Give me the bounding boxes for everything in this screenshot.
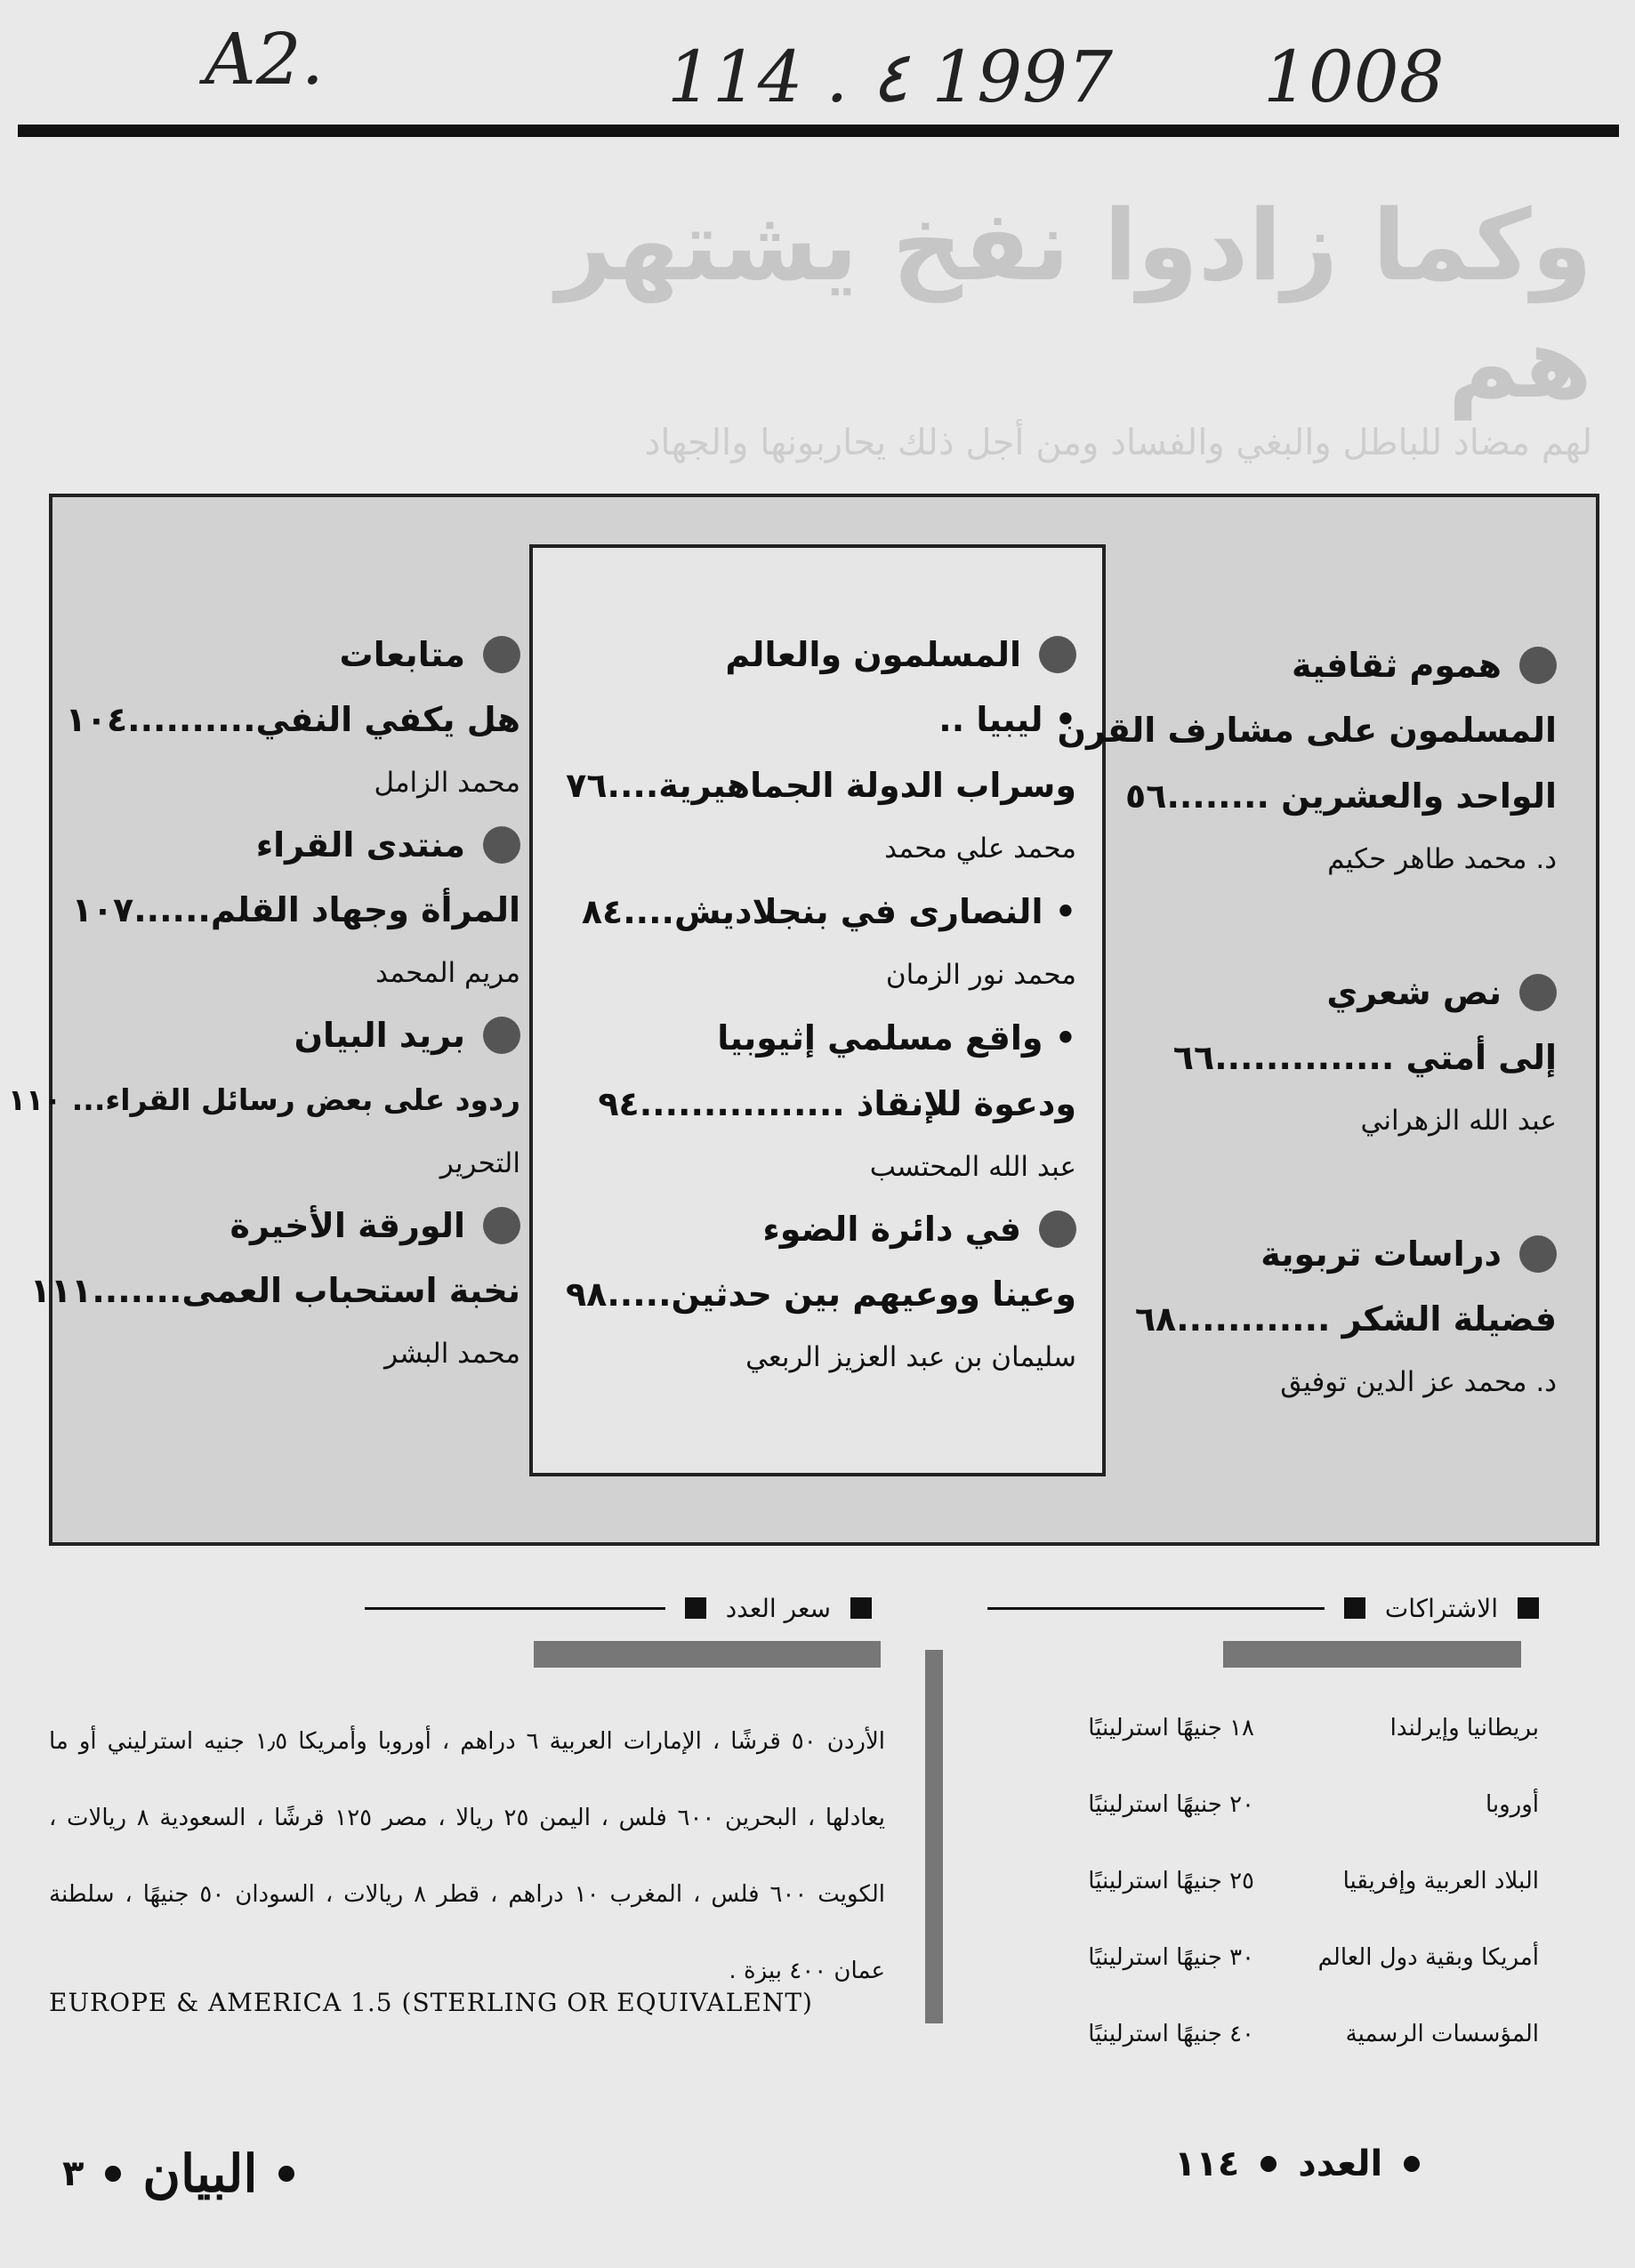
entry-line: هل يكفي النفي..........١٠٤ (65, 700, 520, 739)
entry-author: عبد الله المحتسب (869, 1151, 1076, 1183)
price-list: الأردن ٥٠ قرشًا ، الإمارات العربية ٦ دراهم ، أوروبا وأمريكا ١٫٥ جنيه استرليني أو ما يعادلها ، البحرين ٦٠٠ فلس ، اليمن ٢٥ ريالا ، مصر ١٢٥ قرشًا ، السعودية ٨ ريالات ، الكويت ٦٠٠ فلس ، المغرب ١٠ دراهم ، قطر ٨ ريالات ، السودان ٥٠ جنيهًا ، سلطنة عمان ٤٠٠ بيزة . (49, 1728, 886, 1984)
header-rule (18, 125, 1619, 137)
entry-author: محمد البشر (384, 1338, 520, 1370)
square-icon (1344, 1597, 1365, 1619)
toc-section (29, 1194, 520, 1384)
price-bar (534, 1641, 881, 1668)
entry-line: • ليبيا .. (938, 700, 1076, 739)
square-icon (850, 1597, 872, 1619)
region: البلاد العربية وإفريقيا (1342, 1868, 1539, 1894)
entry-line: وسراب الدولة الجماهيرية....٧٦ (566, 766, 1076, 805)
entry-line: المرأة وجهاد القلم......١٠٧ (71, 890, 520, 929)
toc-section (1112, 1222, 1557, 1412)
bullet-icon (1039, 1210, 1076, 1248)
section-title: المسلمون والعالم (725, 635, 1021, 674)
price-header (365, 1590, 872, 1626)
toc-section (1112, 961, 1557, 1151)
entry-author: محمد الزامل (374, 767, 520, 799)
bleed-subline: لهم مضاد للباطل والبغي والفساد ومن أجل ذلك يحاربونها والجهاد (644, 422, 1592, 463)
amount: ٣٠ جنيهًا استرلينيًا (1088, 1944, 1254, 1971)
section-title: في دائرة الضوء (762, 1210, 1021, 1249)
table-row (961, 1690, 1539, 1766)
bullet-icon (483, 1207, 520, 1244)
entry-line: نخبة استحباب العمى.......١١١ (29, 1271, 520, 1310)
bullet-icon (1519, 1235, 1557, 1273)
toc-section (565, 1197, 1076, 1387)
entry-author: د. محمد طاهر حكيم (1327, 843, 1557, 875)
section-title: نص شعري (1326, 973, 1502, 1012)
subscriptions-header (987, 1590, 1539, 1626)
price-english: EUROPE & AMERICA 1.5 (STERLING OR EQUIVALENT) (49, 1988, 813, 2017)
toc-section (565, 623, 1076, 1197)
handwritten-issue-date: 114 . ٤ 1997 (667, 36, 1113, 118)
bleed-headline: وكما زادوا نفخ يشتهر هم (556, 189, 1592, 420)
vertical-divider (925, 1650, 943, 2023)
section-title: متابعات (339, 635, 465, 674)
footer-magazine (62, 2143, 294, 2204)
section-title: هموم ثقافية (1291, 646, 1502, 685)
price-title: سعر العدد (725, 1593, 831, 1623)
issue-number: ١١٤ (1174, 2143, 1240, 2184)
amount: ١٨ جنيهًا استرلينيًا (1088, 1715, 1254, 1741)
entry-line: ردود على بعض رسائل القراء... ١١٠ (7, 1082, 520, 1117)
region: أوروبا (1485, 1791, 1539, 1818)
section-title: منتدى القراء (255, 825, 465, 865)
subscriptions-bar (1223, 1641, 1521, 1668)
table-row (961, 1919, 1539, 1996)
section-title: بريد البيان (294, 1016, 465, 1055)
magazine-logo: البيان (142, 2143, 258, 2204)
entry-author: عبد الله الزهراني (1360, 1105, 1557, 1137)
bleed-through-text (391, 187, 1592, 471)
bullet-icon (483, 826, 520, 864)
subscriptions-title: الاشتراكات (1384, 1593, 1498, 1623)
amount: ٢٥ جنيهًا استرلينيًا (1088, 1868, 1254, 1894)
entry-line: • واقع مسلمي إثيوبيا (717, 1018, 1076, 1058)
amount: ٤٠ جنيهًا استرلينيًا (1088, 2021, 1254, 2047)
issue-label: العدد (1298, 2143, 1383, 2184)
toc-left-column (7, 623, 520, 1384)
entry-line: وعينا ووعيهم بين حدثين.....٩٨ (565, 1275, 1076, 1314)
table-row (961, 1843, 1539, 1919)
region: أمريكا وبقية دول العالم (1317, 1944, 1539, 1971)
page-number: ٣ (62, 2153, 85, 2194)
header-line (987, 1607, 1325, 1610)
region: بريطانيا وإيرلندا (1389, 1715, 1539, 1741)
amount: ٢٠ جنيهًا استرلينيًا (1088, 1791, 1254, 1818)
entry-line: • النصارى في بنجلاديش....٨٤ (581, 892, 1076, 931)
toc-section (7, 1003, 520, 1194)
header-line (365, 1607, 665, 1610)
bullet-icon (483, 1017, 520, 1054)
toc-section (65, 623, 520, 813)
table-row (961, 1996, 1539, 2072)
toc-right-column (1057, 633, 1557, 1412)
entry-line: فضيلة الشكر ............٦٨ (1134, 1299, 1557, 1339)
bullet-icon (1039, 636, 1076, 673)
entry-author: د. محمد عز الدين توفيق (1280, 1366, 1557, 1398)
bullet-icon (483, 636, 520, 673)
square-icon (685, 1597, 706, 1619)
handwritten-code: A2. (205, 18, 325, 101)
toc-center-column (565, 623, 1076, 1387)
handwritten-number: 1008 (1263, 36, 1445, 118)
entry-author: التحرير (439, 1147, 520, 1179)
entry-line: إلى أمتي ..............٦٦ (1172, 1038, 1557, 1077)
toc-section (1057, 633, 1557, 889)
subscriptions-table (961, 1690, 1539, 2072)
toc-section (71, 813, 520, 1003)
bullet-icon (1519, 974, 1557, 1011)
dot-icon (1404, 2156, 1420, 2172)
bullet-icon (1519, 647, 1557, 684)
entry-author: مريم المحمد (375, 957, 520, 989)
entry-author: محمد علي محمد (884, 832, 1076, 865)
table-row (961, 1766, 1539, 1843)
entry-author: محمد نور الزمان (885, 959, 1076, 991)
entry-line: ودعوة للإنقاذ ................٩٤ (598, 1084, 1076, 1123)
footer-issue (1174, 2143, 1420, 2184)
dot-icon (278, 2166, 294, 2182)
entry-line: المسلمون على مشارف القرن (1057, 711, 1557, 750)
section-title: دراسات تربوية (1260, 1235, 1502, 1274)
entry-line: الواحد والعشرين ........٥٦ (1125, 776, 1557, 816)
region: المؤسسات الرسمية (1345, 2021, 1539, 2047)
square-icon (1518, 1597, 1539, 1619)
dot-icon (105, 2166, 121, 2182)
dot-icon (1260, 2156, 1277, 2172)
entry-author: سليمان بن عبد العزيز الربعي (745, 1341, 1076, 1373)
section-title: الورقة الأخيرة (230, 1206, 465, 1245)
